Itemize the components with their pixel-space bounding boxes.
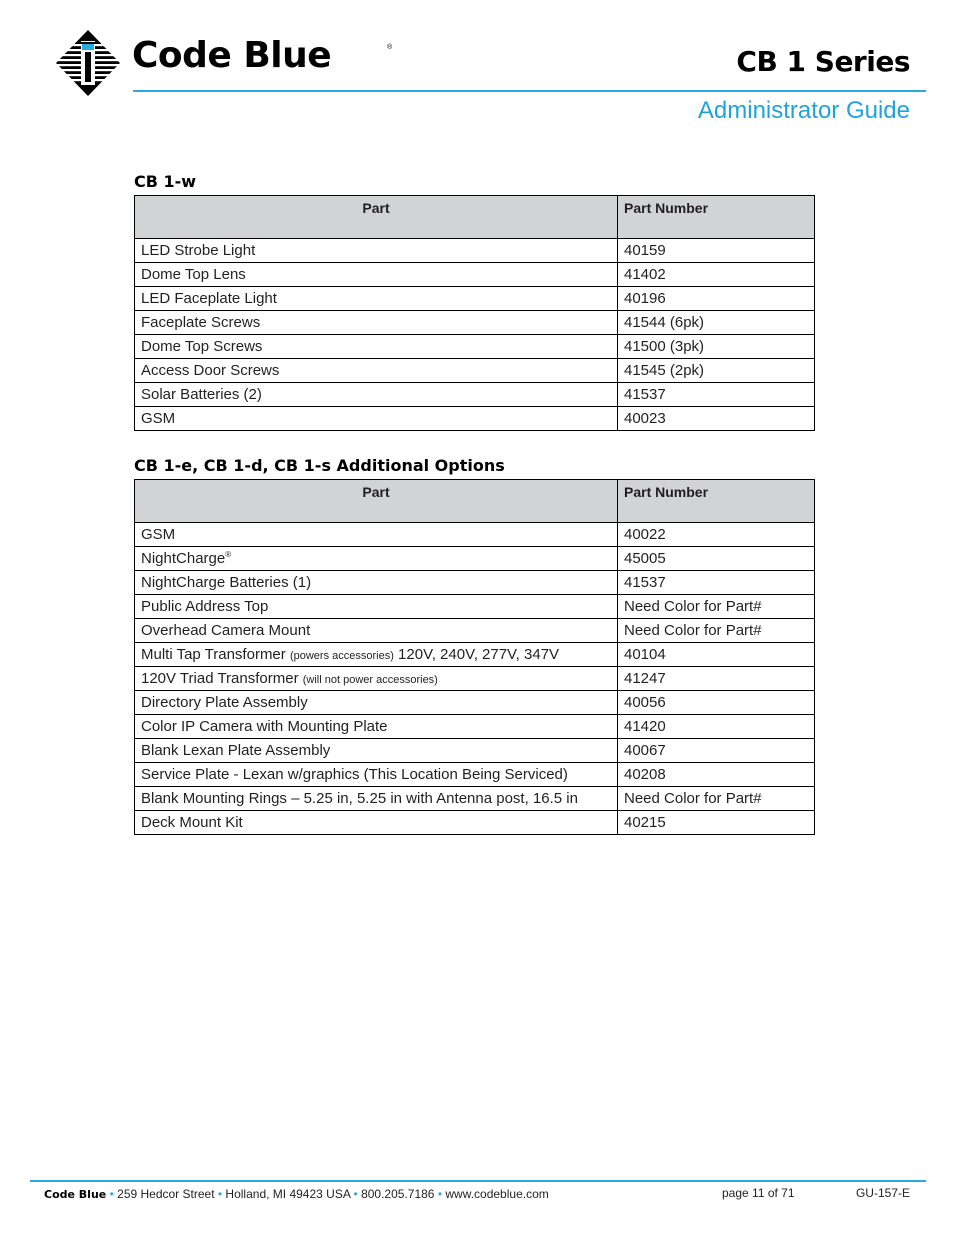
part-name: Solar Batteries (2) xyxy=(141,386,262,403)
part-number-cell: 40022 xyxy=(618,523,815,547)
part-number-cell: 40159 xyxy=(618,239,815,263)
part-name-cell xyxy=(135,643,618,667)
part-name: GSM xyxy=(141,526,176,543)
table-row xyxy=(135,739,815,763)
table-row xyxy=(135,287,815,311)
footer-website[interactable]: www.codeblue.com xyxy=(445,1187,549,1201)
part-name: NightCharge xyxy=(141,550,226,567)
table-row xyxy=(135,595,815,619)
table-row xyxy=(135,523,815,547)
guide-title: Administrator Guide xyxy=(697,97,910,124)
separator-dot: • xyxy=(437,1187,443,1201)
series-title: CB 1 Series xyxy=(736,45,910,78)
part-name: Service Plate - Lexan w/graphics (This Location Being Serviced) xyxy=(141,766,568,783)
table-row xyxy=(135,311,815,335)
table-header-row xyxy=(135,196,815,239)
part-number-cell: Need Color for Part# xyxy=(618,619,815,643)
part-name-cell xyxy=(135,811,618,835)
part-name: Dome Top Lens xyxy=(141,266,246,283)
part-name: Multi Tap Transformer xyxy=(141,646,286,663)
header-divider xyxy=(133,90,926,92)
part-number-cell: 41544 (6pk) xyxy=(618,311,815,335)
part-number-cell: 40215 xyxy=(618,811,815,835)
part-number-cell: 40023 xyxy=(618,407,815,431)
part-name-cell xyxy=(135,383,618,407)
table-row xyxy=(135,643,815,667)
part-number-cell: Need Color for Part# xyxy=(618,787,815,811)
table-row xyxy=(135,619,815,643)
page-number: page 11 of 71 xyxy=(722,1186,795,1200)
part-name-cell xyxy=(135,547,618,571)
table-header-row xyxy=(135,480,815,523)
footer-city: Holland, MI 49423 USA xyxy=(225,1187,351,1201)
brand-wordmark: Code Blue xyxy=(132,35,332,76)
code-blue-logo-icon xyxy=(56,30,120,96)
column-header-part: Part xyxy=(135,196,618,239)
table-row xyxy=(135,383,815,407)
separator-dot: • xyxy=(217,1187,223,1201)
part-name-cell xyxy=(135,239,618,263)
part-voltages: 120V, 240V, 277V, 347V xyxy=(398,646,560,663)
part-name: Directory Plate Assembly xyxy=(141,694,308,711)
part-name-cell xyxy=(135,691,618,715)
part-number-cell: 41545 (2pk) xyxy=(618,359,815,383)
part-name-cell xyxy=(135,287,618,311)
part-number-cell: 40208 xyxy=(618,763,815,787)
table-row xyxy=(135,763,815,787)
part-number-cell: 41537 xyxy=(618,571,815,595)
part-name-cell xyxy=(135,523,618,547)
part-number-cell: 41402 xyxy=(618,263,815,287)
part-name-cell xyxy=(135,311,618,335)
footer-phone: 800.205.7186 xyxy=(361,1187,435,1201)
footer-divider xyxy=(30,1180,926,1182)
part-name-cell xyxy=(135,763,618,787)
part-number-cell: 45005 xyxy=(618,547,815,571)
table-row xyxy=(135,263,815,287)
table-row xyxy=(135,335,815,359)
part-name: NightCharge Batteries (1) xyxy=(141,574,312,591)
part-number-cell: 40067 xyxy=(618,739,815,763)
part-number-cell: 40056 xyxy=(618,691,815,715)
column-header-part: Part xyxy=(135,480,618,523)
part-name: LED Faceplate Light xyxy=(141,290,277,307)
part-number-cell: 41247 xyxy=(618,667,815,691)
part-name: LED Strobe Light xyxy=(141,242,256,259)
part-name-cell xyxy=(135,619,618,643)
footer-address: 259 Hedcor Street xyxy=(117,1187,215,1201)
separator-dot: • xyxy=(109,1187,114,1201)
table-row xyxy=(135,571,815,595)
part-name: Public Address Top xyxy=(141,598,269,615)
table1-heading: CB 1-w xyxy=(134,172,197,191)
part-number-cell: Need Color for Part# xyxy=(618,595,815,619)
table-row xyxy=(135,667,815,691)
additional-options-table xyxy=(134,479,815,835)
separator-dot: • xyxy=(353,1187,358,1201)
part-name-cell xyxy=(135,359,618,383)
part-number-cell: 40196 xyxy=(618,287,815,311)
table-row xyxy=(135,715,815,739)
part-name-cell xyxy=(135,667,618,691)
part-name-cell xyxy=(135,595,618,619)
column-header-part-number: Part Number xyxy=(618,196,815,239)
table-row xyxy=(135,547,815,571)
registered-mark: ® xyxy=(225,550,232,559)
part-name: 120V Triad Transformer xyxy=(141,670,299,687)
part-name: Color IP Camera with Mounting Plate xyxy=(141,718,388,735)
column-header-part-number: Part Number xyxy=(618,480,815,523)
document-id: GU-157-E xyxy=(855,1186,910,1200)
cb1w-parts-table xyxy=(134,195,815,431)
table-row xyxy=(135,359,815,383)
part-name-cell xyxy=(135,739,618,763)
table-row xyxy=(135,239,815,263)
footer-contact xyxy=(44,1187,549,1201)
part-name: Access Door Screws xyxy=(141,362,280,379)
part-number-cell: 40104 xyxy=(618,643,815,667)
part-name-cell xyxy=(135,407,618,431)
part-number-cell: 41420 xyxy=(618,715,815,739)
part-note: (powers accessories) xyxy=(289,650,394,662)
part-number-cell: 41500 (3pk) xyxy=(618,335,815,359)
table-row xyxy=(135,787,815,811)
part-name: Faceplate Screws xyxy=(141,314,261,331)
part-name: Overhead Camera Mount xyxy=(141,622,311,639)
part-name-cell xyxy=(135,787,618,811)
part-name: Blank Lexan Plate Assembly xyxy=(141,742,331,759)
part-note: (will not power accessories) xyxy=(302,674,438,686)
part-name-cell xyxy=(135,571,618,595)
table-row xyxy=(135,691,815,715)
part-name: Deck Mount Kit xyxy=(141,814,243,831)
part-name: GSM xyxy=(141,410,176,427)
part-number-cell: 41537 xyxy=(618,383,815,407)
page-header xyxy=(0,0,954,140)
table2-heading: CB 1-e, CB 1-d, CB 1-s Additional Options xyxy=(134,456,505,475)
part-name-cell xyxy=(135,263,618,287)
part-name-cell xyxy=(135,335,618,359)
part-name-cell xyxy=(135,715,618,739)
footer-brand: Code Blue xyxy=(44,1188,107,1201)
part-name: Dome Top Screws xyxy=(141,338,263,355)
registered-mark: ® xyxy=(387,44,393,51)
table-row xyxy=(135,811,815,835)
table-row xyxy=(135,407,815,431)
part-name: Blank Mounting Rings – 5.25 in, 5.25 in with Antenna post, 16.5 in xyxy=(141,790,578,807)
